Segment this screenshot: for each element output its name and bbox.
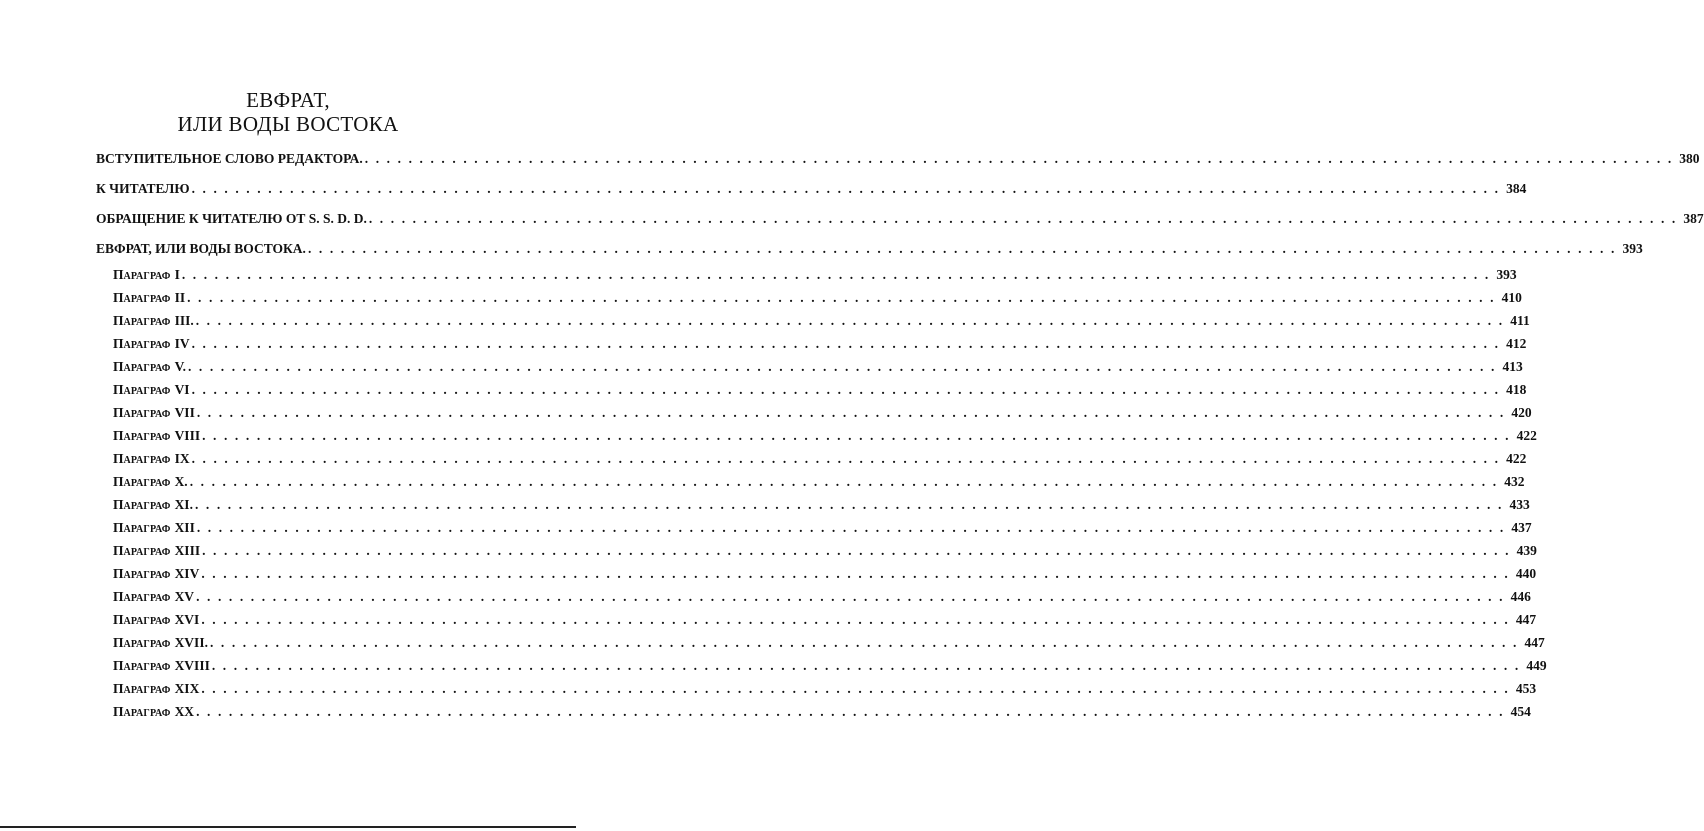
toc-paragraph-page: 411: [1510, 313, 1530, 328]
toc-paragraph-title: ПАРАГРАФ IV: [113, 336, 190, 351]
toc-entry: [96, 211, 1704, 227]
toc-paragraph-entry: [113, 681, 1537, 697]
toc-paragraph-entry: [113, 474, 1525, 490]
toc-paragraph-page: 449: [1526, 658, 1547, 673]
contents-title-line-2: ИЛИ ВОДЫ ВОСТОКА: [177, 112, 399, 136]
toc-paragraph-page: 439: [1516, 543, 1537, 558]
toc-paragraph-title: ПАРАГРАФ XIII: [113, 543, 201, 558]
toc-paragraph-title: ПАРАГРАФ XII: [113, 520, 195, 535]
toc-paragraph-page: 413: [1502, 359, 1523, 374]
toc-leader-dots: . . . . . . . . . . . . . . . . . . . . . . . . . . . . . . . . . . . . . . . . . . . . . . . . . . . . . . . . . . . . . . . . . . . . . . . . . . . . . . . . . . . . . . . . . . . . . . . . . . . . . . . . . . . . . . . . . . . . . . . .: [202, 543, 1511, 558]
toc-paragraph-title: ПАРАГРАФ XIX: [113, 681, 200, 696]
toc-entry-page: 393: [1622, 241, 1643, 256]
toc-paragraph-entry: [113, 428, 1537, 444]
toc-paragraph-title: ПАРАГРАФ XVIII: [113, 658, 210, 673]
toc-paragraph-entry: [113, 543, 1537, 559]
toc-paragraph-page: 420: [1511, 405, 1532, 420]
toc-paragraph-page: 432: [1504, 474, 1525, 489]
toc-paragraph-page: 447: [1524, 635, 1545, 650]
toc-leader-dots: . . . . . . . . . . . . . . . . . . . . . . . . . . . . . . . . . . . . . . . . . . . . . . . . . . . . . . . . . . . . . . . . . . . . . . . . . . . . . . . . . . . . . . . . . . . . . . . . . . . . . . . . . . . . . . . . . . . . . . . .: [196, 405, 1506, 420]
toc-paragraph-title: ПАРАГРАФ IX: [113, 451, 190, 466]
toc-entry: [96, 151, 1700, 167]
toc-paragraph-title: ПАРАГРАФ VI: [113, 382, 190, 397]
toc-leader-dots: . . . . . . . . . . . . . . . . . . . . . . . . . . . . . . . . . . . . . . . . . . . . . . . . . . . . . . . . . . . . . . . . . . . . . . . . . . . . . . . . . . . . . . . . . . . . . . . . . . . . . . . . . . . . . . . . . . . . . . . .: [191, 451, 1501, 466]
toc-paragraph-title: ПАРАГРАФ XV: [113, 589, 195, 604]
toc-leader-dots: . . . . . . . . . . . . . . . . . . . . . . . . . . . . . . . . . . . . . . . . . . . . . . . . . . . . . . . . . . . . . . . . . . . . . . . . . . . . . . . . . . . . . . . . . . . . . . . . . . . . . . . . . . . . . . . . . . . . . . . .: [189, 474, 1499, 489]
toc-paragraph-page: 418: [1506, 382, 1527, 397]
toc-leader-dots: . . . . . . . . . . . . . . . . . . . . . . . . . . . . . . . . . . . . . . . . . . . . . . . . . . . . . . . . . . . . . . . . . . . . . . . . . . . . . . . . . . . . . . . . . . . . . . . . . . . . . . . . . . . . . . . . . . . . . . . .: [201, 612, 1510, 627]
toc-leader-dots: . . . . . . . . . . . . . . . . . . . . . . . . . . . . . . . . . . . . . . . . . . . . . . . . . . . . . . . . . . . . . . . . . . . . . . . . . . . . . . . . . . . . . . . . . . . . . . . . . . . . . . . . . . . . . . . . . . . . . . . .: [202, 428, 1511, 443]
toc-entry-title: ВСТУПИТЕЛЬНОЕ СЛОВО РЕДАКТОРА.: [96, 151, 363, 166]
toc-leader-dots: . . . . . . . . . . . . . . . . . . . . . . . . . . . . . . . . . . . . . . . . . . . . . . . . . . . . . . . . . . . . . . . . . . . . . . . . . . . . . . . . . . . . . . . . . . . . . . . . . . . . . . . . . . . . . . . . . . . . . . . .: [209, 635, 1519, 650]
toc-paragraph-entry: [113, 382, 1527, 398]
toc-leader-dots: . . . . . . . . . . . . . . . . . . . . . . . . . . . . . . . . . . . . . . . . . . . . . . . . . . . . . . . . . . . . . . . . . . . . . . . . . . . . . . . . . . . . . . . . . . . . . . . . . . . . . . . . . . . . . . . . . . . . . . . .: [201, 681, 1510, 696]
toc-paragraph-entry: [113, 704, 1531, 720]
toc-paragraph-entry: [113, 497, 1530, 513]
toc-entry-page: 384: [1506, 181, 1527, 196]
toc-paragraph-entry: [113, 589, 1531, 605]
toc-paragraph-title: ПАРАГРАФ III.: [113, 313, 194, 328]
toc-paragraph-entry: [113, 451, 1527, 467]
toc-paragraph-title: ПАРАГРАФ XVII.: [113, 635, 208, 650]
toc-paragraph-page: 433: [1509, 497, 1530, 512]
toc-leader-dots: . . . . . . . . . . . . . . . . . . . . . . . . . . . . . . . . . . . . . . . . . . . . . . . . . . . . . . . . . . . . . . . . . . . . . . . . . . . . . . . . . . . . . . . . . . . . . . . . . . . . . . . . . . . . . . . . . . . . . . . .: [307, 241, 1617, 256]
toc-leader-dots: . . . . . . . . . . . . . . . . . . . . . . . . . . . . . . . . . . . . . . . . . . . . . . . . . . . . . . . . . . . . . . . . . . . . . . . . . . . . . . . . . . . . . . . . . . . . . . . . . . . . . . . . . . . . . . . . . . . . . . . .: [211, 658, 1521, 673]
toc-leader-dots: . . . . . . . . . . . . . . . . . . . . . . . . . . . . . . . . . . . . . . . . . . . . . . . . . . . . . . . . . . . . . . . . . . . . . . . . . . . . . . . . . . . . . . . . . . . . . . . . . . . . . . . . . . . . . . . . . . . . . . . .: [201, 566, 1510, 581]
toc-entry-page: 387: [1683, 211, 1704, 226]
toc-entry: [96, 181, 1527, 197]
toc-paragraph-title: ПАРАГРАФ XI.: [113, 497, 193, 512]
toc-paragraph-page: 410: [1501, 290, 1522, 305]
toc-paragraph-entry: [113, 336, 1527, 352]
toc-paragraph-page: 437: [1511, 520, 1532, 535]
toc-leader-dots: . . . . . . . . . . . . . . . . . . . . . . . . . . . . . . . . . . . . . . . . . . . . . . . . . . . . . . . . . . . . . . . . . . . . . . . . . . . . . . . . . . . . . . . . . . . . . . . . . . . . . . . . . . . . . . . . . . . . . . . .: [194, 497, 1504, 512]
toc-paragraph-title: ПАРАГРАФ X.: [113, 474, 188, 489]
toc-paragraph-page: 446: [1510, 589, 1531, 604]
toc-paragraph-entry: [113, 313, 1530, 329]
toc-paragraph-page: 453: [1515, 681, 1537, 696]
toc-leader-dots: . . . . . . . . . . . . . . . . . . . . . . . . . . . . . . . . . . . . . . . . . . . . . . . . . . . . . . . . . . . . . . . . . . . . . . . . . . . . . . . . . . . . . . . . . . . . . . . . . . . . . . . . . . . . . . . . . . . . . . . .: [187, 359, 1497, 374]
toc-paragraph-entry: [113, 658, 1547, 674]
toc-paragraph-page: 422: [1516, 428, 1537, 443]
toc-entry-page: 380: [1679, 151, 1700, 166]
toc-paragraph-page: 412: [1506, 336, 1527, 351]
toc-paragraph-page: 454: [1510, 704, 1531, 719]
toc-entry-title: К ЧИТАТЕЛЮ: [96, 181, 190, 196]
toc-paragraph-title: ПАРАГРАФ XVI: [113, 612, 200, 627]
toc-leader-dots: . . . . . . . . . . . . . . . . . . . . . . . . . . . . . . . . . . . . . . . . . . . . . . . . . . . . . . . . . . . . . . . . . . . . . . . . . . . . . . . . . . . . . . . . . . . . . . . . . . . . . . . . . . . . . . . . . . . . . . . .: [191, 336, 1501, 351]
toc-paragraph-entry: [113, 267, 1517, 283]
toc-paragraph-title: ПАРАГРАФ VII: [113, 405, 195, 420]
toc-paragraph-title: ПАРАГРАФ XX: [113, 704, 195, 719]
toc-leader-dots: . . . . . . . . . . . . . . . . . . . . . . . . . . . . . . . . . . . . . . . . . . . . . . . . . . . . . . . . . . . . . . . . . . . . . . . . . . . . . . . . . . . . . . . . . . . . . . . . . . . . . . . . . . . . . . . . . . . . . . . .: [196, 704, 1505, 719]
toc-paragraph-title: ПАРАГРАФ V.: [113, 359, 186, 374]
toc-paragraph-entry: [113, 635, 1545, 651]
toc-leader-dots: . . . . . . . . . . . . . . . . . . . . . . . . . . . . . . . . . . . . . . . . . . . . . . . . . . . . . . . . . . . . . . . . . . . . . . . . . . . . . . . . . . . . . . . . . . . . . . . . . . . . . . . . . . . . . . . . . . . . . . . .: [368, 211, 1678, 226]
toc-paragraph-page: 422: [1506, 451, 1527, 466]
toc-leader-dots: . . . . . . . . . . . . . . . . . . . . . . . . . . . . . . . . . . . . . . . . . . . . . . . . . . . . . . . . . . . . . . . . . . . . . . . . . . . . . . . . . . . . . . . . . . . . . . . . . . . . . . . . . . . . . . . . . . . . . . . .: [191, 181, 1501, 196]
toc-paragraph-page: 393: [1496, 267, 1517, 282]
toc-leader-dots: . . . . . . . . . . . . . . . . . . . . . . . . . . . . . . . . . . . . . . . . . . . . . . . . . . . . . . . . . . . . . . . . . . . . . . . . . . . . . . . . . . . . . . . . . . . . . . . . . . . . . . . . . . . . . . . . . . . . . . . .: [181, 267, 1491, 282]
toc-leader-dots: . . . . . . . . . . . . . . . . . . . . . . . . . . . . . . . . . . . . . . . . . . . . . . . . . . . . . . . . . . . . . . . . . . . . . . . . . . . . . . . . . . . . . . . . . . . . . . . . . . . . . . . . . . . . . . . . . . . . . . . .: [191, 382, 1501, 397]
toc-paragraph-entry: [113, 520, 1532, 536]
toc-paragraph-title: ПАРАГРАФ VIII: [113, 428, 201, 443]
toc-paragraph-page: 447: [1515, 612, 1537, 627]
toc-leader-dots: . . . . . . . . . . . . . . . . . . . . . . . . . . . . . . . . . . . . . . . . . . . . . . . . . . . . . . . . . . . . . . . . . . . . . . . . . . . . . . . . . . . . . . . . . . . . . . . . . . . . . . . . . . . . . . . . . . . . . . . .: [364, 151, 1674, 166]
page-bottom-border: [0, 826, 576, 828]
toc-entry: [96, 241, 1643, 257]
toc-leader-dots: . . . . . . . . . . . . . . . . . . . . . . . . . . . . . . . . . . . . . . . . . . . . . . . . . . . . . . . . . . . . . . . . . . . . . . . . . . . . . . . . . . . . . . . . . . . . . . . . . . . . . . . . . . . . . . . . . . . . . . . .: [196, 589, 1505, 604]
toc-paragraph-entry: [113, 290, 1522, 306]
toc-leader-dots: . . . . . . . . . . . . . . . . . . . . . . . . . . . . . . . . . . . . . . . . . . . . . . . . . . . . . . . . . . . . . . . . . . . . . . . . . . . . . . . . . . . . . . . . . . . . . . . . . . . . . . . . . . . . . . . . . . . . . . . .: [196, 520, 1506, 535]
toc-paragraph-entry: [113, 612, 1537, 628]
toc-paragraph-title: ПАРАГРАФ II: [113, 290, 186, 305]
toc-leader-dots: . . . . . . . . . . . . . . . . . . . . . . . . . . . . . . . . . . . . . . . . . . . . . . . . . . . . . . . . . . . . . . . . . . . . . . . . . . . . . . . . . . . . . . . . . . . . . . . . . . . . . . . . . . . . . . . . . . . . . . . .: [195, 313, 1505, 328]
toc-paragraph-entry: [113, 359, 1523, 375]
toc-leader-dots: . . . . . . . . . . . . . . . . . . . . . . . . . . . . . . . . . . . . . . . . . . . . . . . . . . . . . . . . . . . . . . . . . . . . . . . . . . . . . . . . . . . . . . . . . . . . . . . . . . . . . . . . . . . . . . . . . . . . . . . .: [187, 290, 1496, 305]
contents-title-line-1: ЕВФРАТ,: [246, 88, 330, 112]
toc-entry-title: ЕВФРАТ, ИЛИ ВОДЫ ВОСТОКА.: [96, 241, 306, 256]
toc-paragraph-page: 440: [1515, 566, 1537, 581]
toc-paragraph-entry: [113, 566, 1537, 582]
toc-paragraph-entry: [113, 405, 1532, 421]
toc-paragraph-title: ПАРАГРАФ XIV: [113, 566, 200, 581]
toc-entry-title: ОБРАЩЕНИЕ К ЧИТАТЕЛЮ ОТ S. S. D. D.: [96, 211, 367, 226]
toc-paragraph-title: ПАРАГРАФ I: [113, 267, 180, 282]
